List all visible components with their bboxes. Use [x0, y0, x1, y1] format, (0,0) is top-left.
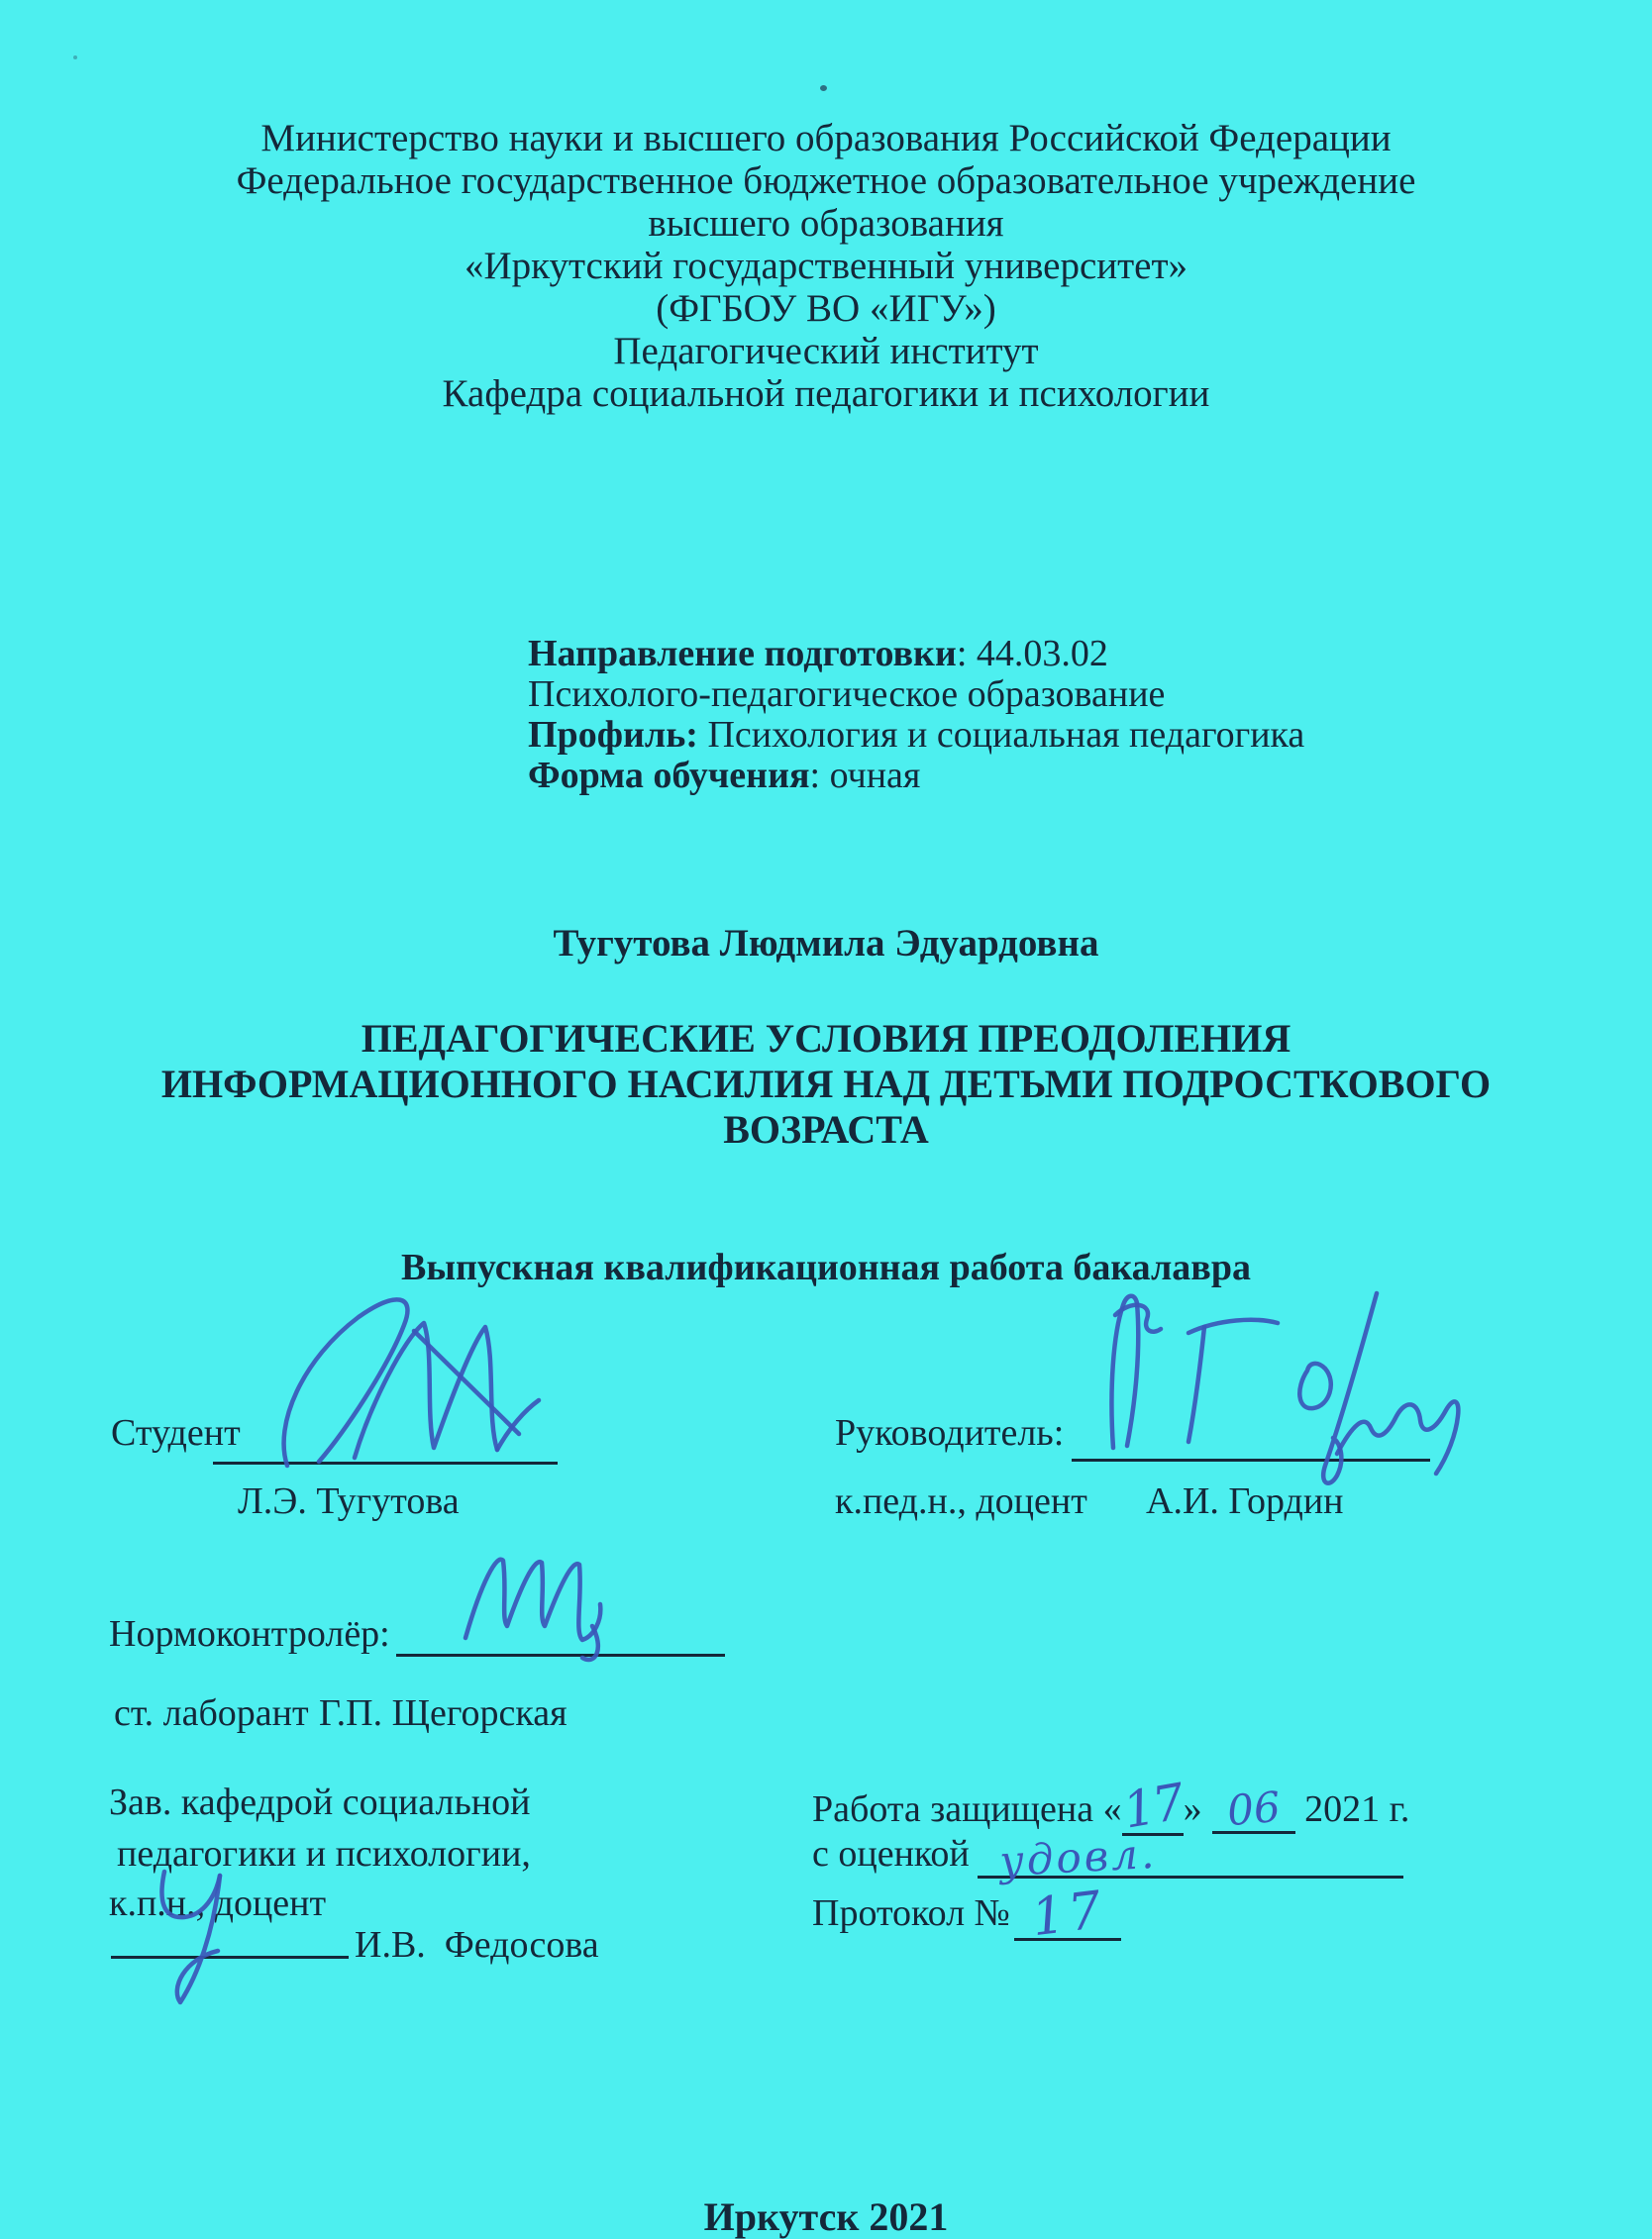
normcontrol-position: ст. лаборант	[114, 1692, 309, 1734]
head-title-line3: к.п.н., доцент	[109, 1883, 327, 1924]
normcontrol-label: Нормоконтролёр:	[109, 1613, 390, 1655]
grade-handwritten: удовл.	[997, 1828, 1159, 1886]
thesis-title-line: ИНФОРМАЦИОННОГО НАСИЛИЯ НАД ДЕТЬМИ ПОДРОСТКОВОГО	[160, 1062, 1492, 1106]
defense-close-quote: »	[1183, 1788, 1202, 1830]
thesis-title	[0, 1016, 1652, 1153]
head-title-line1: Зав. кафедрой социальной	[109, 1782, 531, 1823]
defense-month-handwritten: 06	[1224, 1782, 1283, 1836]
program-profile-value: Психология и социальная педагогика	[697, 714, 1305, 756]
supervisor-degree: к.пед.н., доцент	[835, 1480, 1087, 1522]
program-direction-line	[528, 634, 1304, 674]
thesis-title-line: ПЕДАГОГИЧЕСКИЕ УСЛОВИЯ ПРЕОДОЛЕНИЯ	[361, 1016, 1291, 1061]
normcontrol-signature-ink	[444, 1507, 652, 1671]
program-profile-label: Профиль:	[528, 714, 698, 756]
program-direction-name: Психолого-педагогическое образование	[528, 673, 1166, 715]
header-line-abbreviation: (ФГБОУ ВО «ИГУ»)	[656, 287, 996, 330]
program-profile-line	[528, 715, 1304, 756]
university-header	[0, 117, 1652, 415]
head-name: И.В. Федосова	[355, 1924, 599, 1966]
header-line-ministry: Министерство науки и высшего образования Российской Федерации	[260, 117, 1392, 159]
program-form-value: : очная	[809, 755, 921, 796]
header-line-education: высшего образования	[648, 202, 1004, 245]
defense-prefix: Работа защищена «	[812, 1788, 1122, 1830]
scan-speck	[73, 55, 77, 59]
normcontrol-signature-line	[396, 1654, 725, 1657]
supervisor-name: А.И. Гордин	[1146, 1480, 1344, 1522]
protocol-label: Протокол №	[812, 1892, 1010, 1934]
student-name: Л.Э. Тугутова	[238, 1480, 460, 1522]
thesis-title-line: ВОЗРАСТА	[723, 1107, 929, 1152]
header-line-institute: Педагогический институт	[613, 330, 1039, 372]
defense-protocol-line	[812, 1879, 1121, 1949]
header-line-university: «Иркутский государственный университет»	[464, 245, 1188, 287]
program-block	[528, 634, 1304, 796]
defense-grade-line	[812, 1827, 1403, 1886]
grade-blank	[978, 1827, 1403, 1886]
student-label: Студент	[111, 1412, 241, 1454]
defense-day-handwritten: 17	[1118, 1773, 1187, 1840]
city-year: Иркутск 2021	[703, 2194, 949, 2239]
student-signature-ink	[259, 1287, 576, 1480]
student-signature-line	[213, 1462, 558, 1465]
header-line-department: Кафедра социальной педагогики и психологии	[442, 372, 1210, 415]
protocol-handwritten: 17	[1028, 1880, 1108, 1949]
protocol-blank	[1014, 1879, 1121, 1949]
supervisor-signature-line	[1072, 1459, 1430, 1462]
defense-suffix: 2021 г.	[1294, 1788, 1410, 1830]
work-type: Выпускная квалификационная работа бакалавра	[401, 1247, 1251, 1288]
head-signature-line	[111, 1956, 349, 1959]
header-line-institution: Федеральное государственное бюджетное образовательное учреждение	[236, 159, 1416, 202]
supervisor-signature-ink	[1072, 1260, 1468, 1497]
program-direction-value: : 44.03.02	[956, 633, 1108, 674]
program-form-label: Форма обучения	[528, 755, 810, 796]
author-name: Тугутова Людмила Эдуардовна	[553, 922, 1099, 965]
normcontrol-name: Г.П. Щегорская	[319, 1692, 568, 1734]
program-direction-label: Направление подготовки	[528, 633, 957, 674]
head-title-line2: педагогики и психологии,	[117, 1833, 531, 1875]
grade-label: с оценкой	[812, 1833, 970, 1875]
supervisor-label: Руководитель:	[835, 1412, 1065, 1454]
program-form-line	[528, 756, 1304, 796]
scan-speck	[820, 85, 827, 91]
